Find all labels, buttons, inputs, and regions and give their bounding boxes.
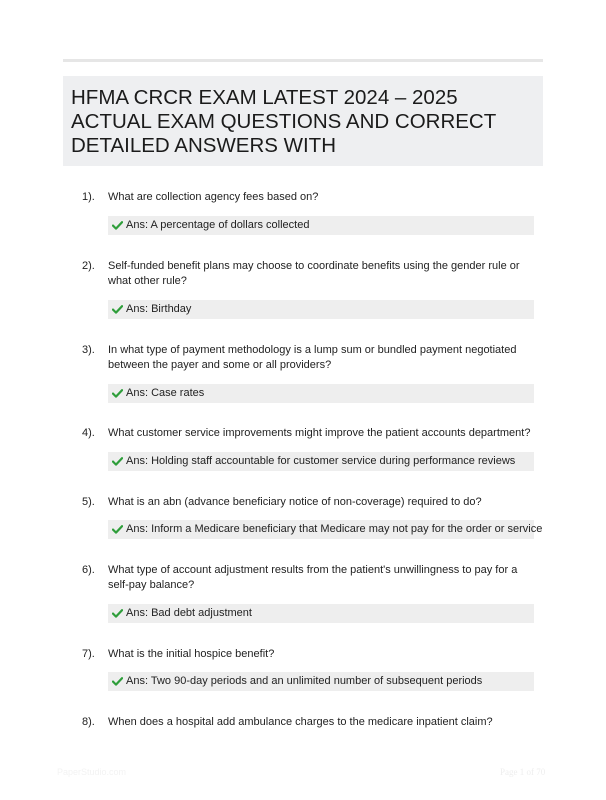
answer-text: Ans: Two 90-day periods and an unlimited number of subsequent periods bbox=[126, 675, 483, 687]
title-line-1: HFMA CRCR EXAM LATEST 2024 – 2025 bbox=[71, 86, 458, 109]
answer-box bbox=[108, 672, 534, 691]
question-text: When does a hospital add ambulance charges to the medicare inpatient claim? bbox=[108, 716, 493, 728]
question-number: 1). bbox=[82, 191, 95, 203]
answer-box bbox=[108, 452, 534, 471]
answer-text: Ans: Bad debt adjustment bbox=[126, 607, 252, 619]
title-line-3: DETAILED ANSWERS WITH bbox=[71, 134, 337, 157]
document-title bbox=[63, 76, 543, 166]
title-line-2: ACTUAL EXAM QUESTIONS AND CORRECT bbox=[71, 110, 497, 133]
answer-text: Ans: Birthday bbox=[126, 303, 192, 315]
top-divider bbox=[63, 59, 543, 62]
answer-text: Ans: A percentage of dollars collected bbox=[126, 219, 310, 231]
checkmark-icon bbox=[112, 305, 126, 314]
question-number: 4). bbox=[82, 427, 95, 439]
question-text: What is the initial hospice benefit? bbox=[108, 648, 275, 660]
question-number: 7). bbox=[82, 648, 95, 660]
question-text: Self-funded benefit plans may choose to coordinate benefits using the gender rule or what other rule? bbox=[108, 260, 520, 287]
checkmark-icon bbox=[112, 525, 126, 534]
question-text: In what type of payment methodology is a lump sum or bundled payment negotiated between the payer and some or all providers? bbox=[108, 344, 517, 371]
answer-box bbox=[108, 216, 534, 235]
question-number: 3). bbox=[82, 344, 95, 356]
answer-box bbox=[108, 604, 534, 623]
question-text: What customer service improvements might improve the patient accounts department? bbox=[108, 427, 531, 439]
checkmark-icon bbox=[112, 221, 126, 230]
footer-watermark: PaperStudio.com bbox=[57, 767, 127, 777]
question-number: 5). bbox=[82, 496, 95, 508]
answer-text: Ans: Case rates bbox=[126, 387, 205, 399]
answer-box bbox=[108, 384, 534, 403]
question-number: 8). bbox=[82, 716, 95, 728]
answer-box bbox=[108, 300, 534, 319]
question-text: What are collection agency fees based on? bbox=[108, 191, 319, 203]
question-number: 6). bbox=[82, 564, 95, 576]
checkmark-icon bbox=[112, 457, 126, 466]
answer-text: Ans: Inform a Medicare beneficiary that Medicare may not pay for the order or service bbox=[126, 523, 543, 535]
page-number: Page 1 of 70 bbox=[500, 767, 546, 777]
answer-box bbox=[108, 520, 543, 539]
checkmark-icon bbox=[112, 389, 126, 398]
checkmark-icon bbox=[112, 609, 126, 618]
question-text: What type of account adjustment results from the patient's unwillingness to pay for a self-pay balance? bbox=[108, 564, 518, 591]
question-text: What is an abn (advance beneficiary notice of non-coverage) required to do? bbox=[108, 496, 482, 508]
checkmark-icon bbox=[112, 677, 126, 686]
question-number: 2). bbox=[82, 260, 95, 272]
answer-text: Ans: Holding staff accountable for customer service during performance reviews bbox=[126, 455, 516, 467]
